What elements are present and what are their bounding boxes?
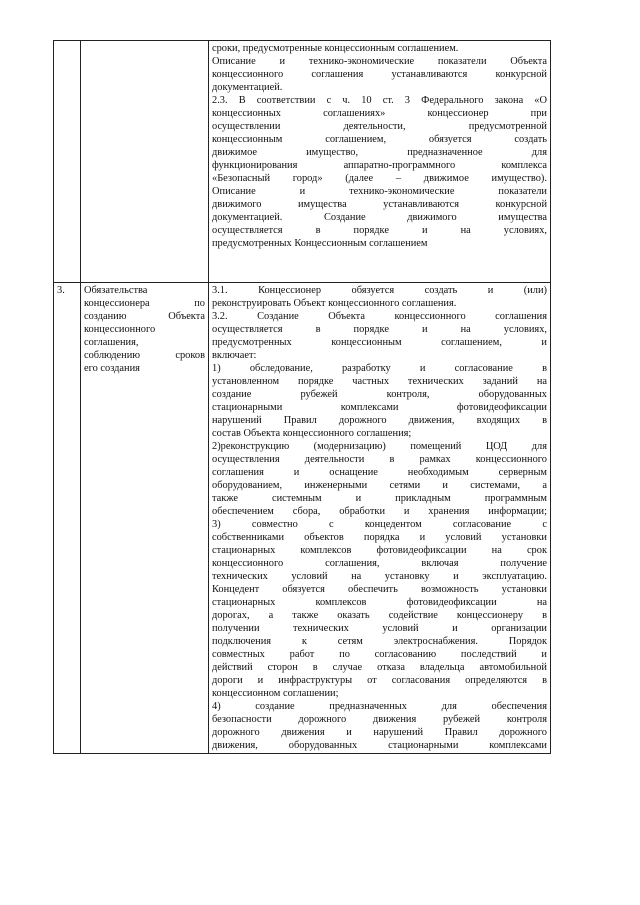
content-line: 2.3. В соответствии с ч. 10 ст. 3 Федерального закона «О — [212, 95, 547, 106]
content-line: стационарных комплексов фотовидеофиксации на срок — [212, 545, 547, 556]
content-line: осуществления деятельности в рамках концессионного — [212, 454, 547, 465]
content-line: оборудованием, инженерными сетями и системами, а — [212, 480, 547, 491]
content-line: движимое имущество, предназначенное для — [212, 147, 547, 158]
content-line: предусмотренных Концессионным соглашением — [212, 238, 428, 249]
content-line: нарушений Правил дорожного движения, входящих в — [212, 415, 547, 426]
content-line: обеспечением сбора, обработки и хранения информации; — [212, 506, 547, 517]
content-line: совместных работ по согласованию последствий и — [212, 649, 547, 660]
content-line: осуществлении деятельности, предусмотренной — [212, 121, 547, 132]
row-title-cell — [81, 41, 209, 283]
content-line: безопасности дорожного движения рубежей контроля — [212, 714, 547, 725]
table-row — [54, 283, 551, 754]
row-content-cell — [209, 41, 551, 283]
content-line: документацией. Создание движимого имущества — [212, 212, 547, 223]
content-line: также системным и прикладным программным — [212, 493, 547, 504]
content-line: «Безопасный город» (далее – движимое имущество). — [212, 173, 547, 184]
content-line: действий сторон в случае отказа владельца автомобильной — [212, 662, 547, 673]
content-line: собственниками объектов порядка и условий установки — [212, 532, 547, 543]
content-line: установленном порядке частных технических заданий на — [212, 376, 547, 387]
row-content-cell — [209, 283, 551, 754]
content-line: создание рубежей контроля, оборудованных — [212, 389, 547, 400]
content-line: подключения к сетям электроснабжения. Порядок — [212, 636, 547, 647]
title-line: Обязательства — [84, 285, 148, 296]
table-row — [54, 41, 551, 283]
content-line: состав Объекта концессионного соглашения; — [212, 428, 412, 439]
content-line: 3.1. Концессионер обязуется создать и (или) — [212, 285, 547, 296]
content-line: 3) совместно с концедентом согласование с — [212, 519, 547, 530]
content-line: Описание и технико-экономические показатели Объекта — [212, 56, 547, 67]
row-number-cell: 3. — [54, 283, 81, 754]
content-line: 1) обследование, разработку и согласование в — [212, 363, 547, 374]
content-line: сроки, предусмотренные концессионным соглашением. — [212, 43, 459, 54]
content-line: 3.2. Создание Объекта концессионного соглашения — [212, 311, 547, 322]
title-line: концессионного — [84, 324, 156, 335]
title-line: созданию Объекта — [84, 311, 205, 322]
content-line: дорожного движения и нарушений Правил дорожного — [212, 727, 547, 738]
content-line: движения, оборудованных стационарными комплексами — [212, 740, 547, 751]
title-line: соблюдению сроков — [84, 350, 205, 361]
content-line: 2)реконструкцию (модернизацию) помещений ЦОД для — [212, 441, 547, 452]
content-line: концессионного соглашения устанавливаются конкурсной — [212, 69, 547, 80]
content-line: Концедент обязуется обеспечить возможность установки — [212, 584, 547, 595]
content-line: получении технических условий и организации — [212, 623, 547, 634]
content-line: соглашения и оснащение необходимым серверным — [212, 467, 547, 478]
content-line: документацией. — [212, 82, 283, 93]
content-line: включает: — [212, 350, 257, 361]
content-line: осуществляется в порядке и на условиях, — [212, 324, 547, 335]
content-line: стационарных комплексов фотовидеофиксации на — [212, 597, 547, 608]
content-line: функционирования аппаратно-программного комплекса — [212, 160, 547, 171]
content-line: концессионного соглашения, включая получение — [212, 558, 547, 569]
content-line: Описание и технико-экономические показатели — [212, 186, 547, 197]
content-line: дорогах, а также оказать содействие концессионеру в — [212, 610, 547, 621]
document-table — [53, 40, 551, 754]
content-line: осуществляется в порядке и на условиях, — [212, 225, 547, 236]
content-line: концессионных соглашениях» концессионер при — [212, 108, 547, 119]
content-line: стационарными комплексами фотовидеофиксации — [212, 402, 547, 413]
row-number-cell — [54, 41, 81, 283]
content-line: концессионном соглашении; — [212, 688, 339, 699]
content-line: технических условий на установку и эксплуатацию. — [212, 571, 547, 582]
title-line: соглашения, — [84, 337, 139, 348]
content-line: 4) создание предназначенных для обеспечения — [212, 701, 547, 712]
content-line: реконструировать Объект концессионного соглашения. — [212, 298, 457, 309]
title-line: концессионера по — [84, 298, 205, 309]
row-title-cell — [81, 283, 209, 754]
title-line: его создания — [84, 363, 140, 374]
content-line: дороги и инфраструктуры от согласования определяются в — [212, 675, 547, 686]
content-line: концессионным соглашением, обязуется создать — [212, 134, 547, 145]
content-line: предусмотренных концессионным соглашением, и — [212, 337, 547, 348]
content-line: движимого имущества устанавливаются конкурсной — [212, 199, 547, 210]
